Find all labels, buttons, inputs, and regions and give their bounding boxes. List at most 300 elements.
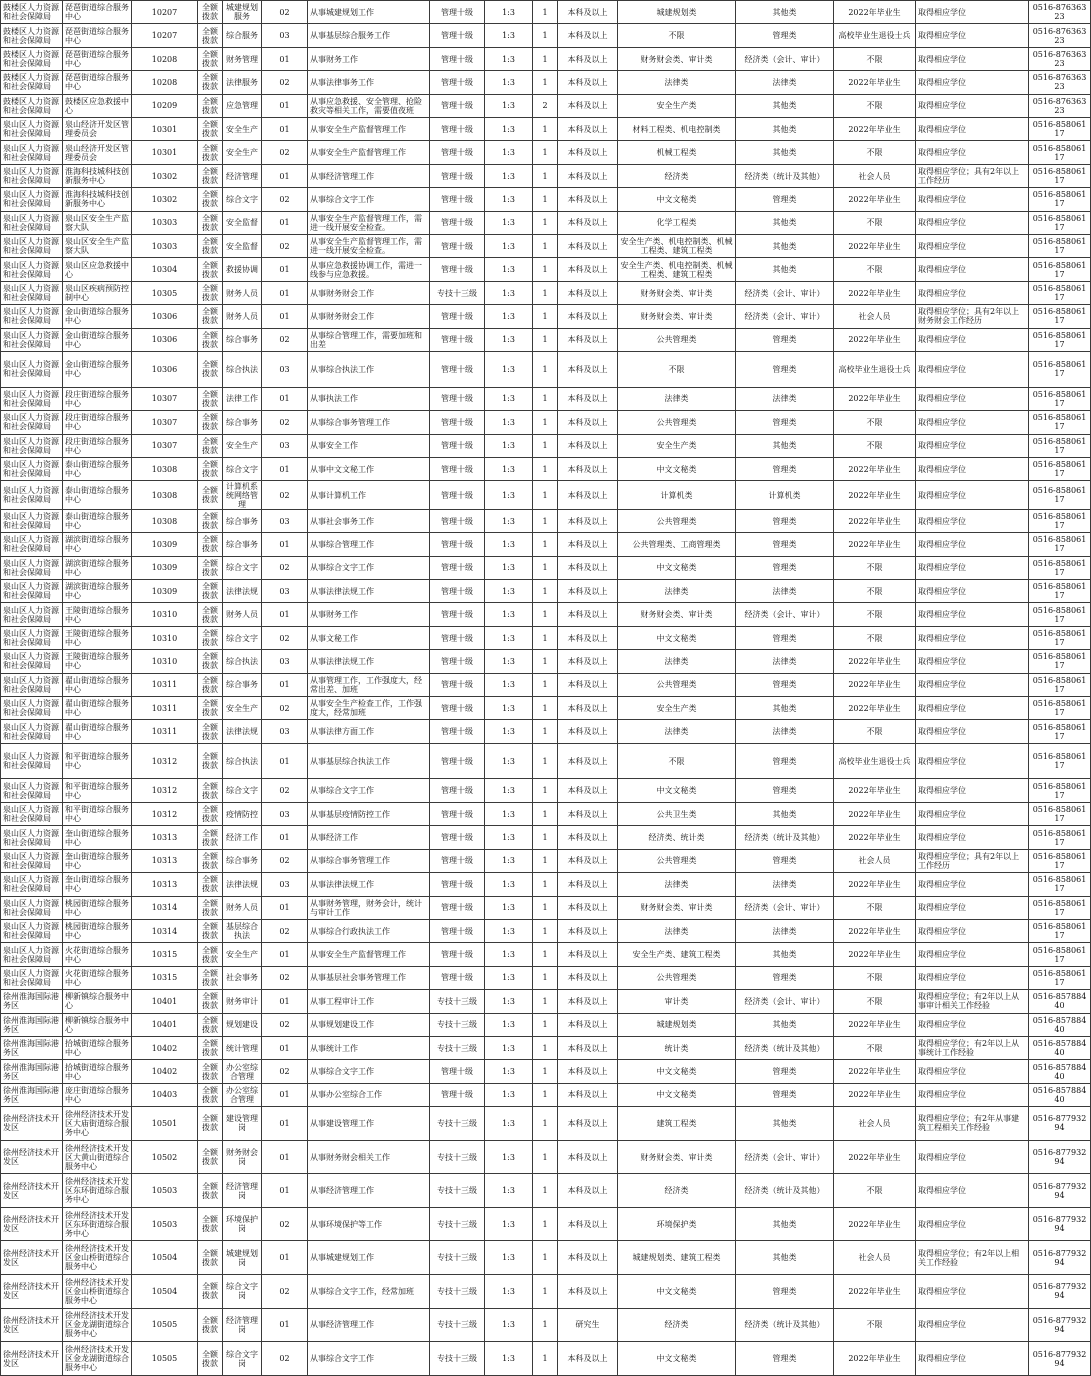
table-row bbox=[1, 673, 1091, 696]
cell-education: 本科及以上 bbox=[558, 603, 618, 626]
table-row bbox=[1, 943, 1091, 966]
cell-post-no: 01 bbox=[262, 1107, 308, 1141]
cell-exam-type: 其他类 bbox=[736, 1207, 834, 1241]
cell-major: 材料工程类、机电控制类 bbox=[618, 118, 736, 141]
cell-other-req: 取得相应学位 bbox=[916, 966, 1029, 989]
cell-dept: 泉山区人力资源和社会保障局 bbox=[1, 779, 63, 802]
cell-post-no: 01 bbox=[262, 1083, 308, 1106]
table-row bbox=[1, 779, 1091, 802]
cell-post-no: 02 bbox=[262, 1207, 308, 1241]
cell-dept: 泉山区人力资源和社会保障局 bbox=[1, 743, 63, 779]
cell-duty: 从事基层综合服务工作 bbox=[308, 24, 430, 47]
table-row bbox=[1, 1083, 1091, 1106]
cell-post: 综合文字岗 bbox=[223, 1275, 262, 1309]
cell-exam-type: 法律类 bbox=[736, 919, 834, 942]
cell-major: 中文文秘类 bbox=[618, 626, 736, 649]
cell-dept: 泉山区人力资源和社会保障局 bbox=[1, 919, 63, 942]
cell-code: 10314 bbox=[132, 896, 198, 919]
cell-count: 1 bbox=[533, 509, 558, 532]
cell-unit: 泉山经济开发区管理委员会 bbox=[63, 118, 132, 141]
cell-exam-type: 其他类 bbox=[736, 235, 834, 258]
cell-post: 安全生产 bbox=[223, 141, 262, 164]
table-row bbox=[1, 1174, 1091, 1208]
cell-major: 中文文秘类 bbox=[618, 556, 736, 579]
cell-other-req: 取得相应学位 bbox=[916, 481, 1029, 509]
cell-count: 1 bbox=[533, 919, 558, 942]
table-row bbox=[1, 94, 1091, 117]
cell-major: 财务财会类、审计类 bbox=[618, 896, 736, 919]
cell-target: 2022年毕业生 bbox=[834, 650, 916, 673]
cell-education: 本科及以上 bbox=[558, 164, 618, 187]
cell-exam-type: 其他类 bbox=[736, 118, 834, 141]
cell-phone: 0516-87793294 bbox=[1029, 1308, 1091, 1342]
cell-post-no: 02 bbox=[262, 141, 308, 164]
cell-post: 法律法规 bbox=[223, 720, 262, 743]
cell-post-no: 01 bbox=[262, 990, 308, 1013]
cell-count: 1 bbox=[533, 1275, 558, 1309]
cell-count: 1 bbox=[533, 1, 558, 24]
cell-post: 环境保护岗 bbox=[223, 1207, 262, 1241]
cell-major: 城建规划类 bbox=[618, 1013, 736, 1036]
cell-ratio: 1:3 bbox=[485, 211, 533, 234]
cell-code: 10505 bbox=[132, 1308, 198, 1342]
cell-ratio: 1:3 bbox=[485, 509, 533, 532]
cell-other-req: 取得相应学位 bbox=[916, 1342, 1029, 1376]
cell-unit: 翟山街道综合服务中心 bbox=[63, 673, 132, 696]
cell-phone: 0516-85806117 bbox=[1029, 966, 1091, 989]
cell-level: 管理十级 bbox=[430, 580, 485, 603]
cell-target: 不限 bbox=[834, 1036, 916, 1059]
table-row bbox=[1, 1060, 1091, 1083]
cell-major: 法律类 bbox=[618, 919, 736, 942]
cell-target: 2022年毕业生 bbox=[834, 943, 916, 966]
cell-code: 10307 bbox=[132, 434, 198, 457]
cell-major: 法律类 bbox=[618, 71, 736, 94]
cell-level: 管理十级 bbox=[430, 211, 485, 234]
cell-dept: 徐州经济技术开发区 bbox=[1, 1342, 63, 1376]
cell-funding: 全额拨款 bbox=[198, 352, 223, 388]
cell-post-no: 01 bbox=[262, 1241, 308, 1275]
cell-funding: 全额拨款 bbox=[198, 720, 223, 743]
cell-post-no: 01 bbox=[262, 211, 308, 234]
cell-post-no: 01 bbox=[262, 94, 308, 117]
cell-major: 中文文秘类 bbox=[618, 1342, 736, 1376]
cell-post: 财务财会岗 bbox=[223, 1140, 262, 1174]
cell-exam-type: 其他类 bbox=[736, 943, 834, 966]
cell-major: 法律类 bbox=[618, 873, 736, 896]
cell-major: 法律类 bbox=[618, 387, 736, 410]
cell-education: 本科及以上 bbox=[558, 697, 618, 720]
cell-dept: 徐州经济技术开发区 bbox=[1, 1140, 63, 1174]
cell-target: 高校毕业生退役士兵 bbox=[834, 352, 916, 388]
cell-ratio: 1:3 bbox=[485, 47, 533, 70]
cell-dept: 泉山区人力资源和社会保障局 bbox=[1, 509, 63, 532]
cell-exam-type: 经济类（会计、审计） bbox=[736, 47, 834, 70]
cell-other-req: 取得相应学位 bbox=[916, 457, 1029, 480]
cell-ratio: 1:3 bbox=[485, 1207, 533, 1241]
cell-level: 管理十级 bbox=[430, 697, 485, 720]
cell-level: 管理十级 bbox=[430, 305, 485, 328]
cell-target: 2022年毕业生 bbox=[834, 328, 916, 351]
cell-exam-type: 经济类（会计、审计） bbox=[736, 990, 834, 1013]
cell-other-req: 取得相应学位 bbox=[916, 697, 1029, 720]
cell-count: 1 bbox=[533, 896, 558, 919]
cell-phone: 0516-85806117 bbox=[1029, 387, 1091, 410]
cell-level: 管理十级 bbox=[430, 802, 485, 825]
cell-post-no: 03 bbox=[262, 650, 308, 673]
cell-funding: 全额拨款 bbox=[198, 1083, 223, 1106]
cell-phone: 0516-85806117 bbox=[1029, 826, 1091, 849]
cell-dept: 泉山区人力资源和社会保障局 bbox=[1, 305, 63, 328]
cell-other-req: 取得相应学位 bbox=[916, 47, 1029, 70]
cell-phone: 0516-85806117 bbox=[1029, 118, 1091, 141]
cell-dept: 泉山区人力资源和社会保障局 bbox=[1, 328, 63, 351]
cell-dept: 鼓楼区人力资源和社会保障局 bbox=[1, 94, 63, 117]
cell-dept: 泉山区人力资源和社会保障局 bbox=[1, 235, 63, 258]
cell-post-no: 01 bbox=[262, 1036, 308, 1059]
cell-count: 1 bbox=[533, 281, 558, 304]
cell-count: 1 bbox=[533, 328, 558, 351]
cell-post: 综合服务 bbox=[223, 24, 262, 47]
cell-code: 10303 bbox=[132, 235, 198, 258]
cell-post: 综合事务 bbox=[223, 533, 262, 556]
cell-funding: 全额拨款 bbox=[198, 1275, 223, 1309]
cell-code: 10313 bbox=[132, 873, 198, 896]
cell-target: 不限 bbox=[834, 603, 916, 626]
cell-dept: 泉山区人力资源和社会保障局 bbox=[1, 533, 63, 556]
cell-dept: 徐州淮海国际港务区 bbox=[1, 1083, 63, 1106]
cell-ratio: 1:3 bbox=[485, 24, 533, 47]
cell-count: 1 bbox=[533, 47, 558, 70]
cell-duty: 从事文秘工作 bbox=[308, 626, 430, 649]
cell-other-req: 取得相应学位 bbox=[916, 387, 1029, 410]
cell-count: 1 bbox=[533, 826, 558, 849]
cell-level: 管理十级 bbox=[430, 71, 485, 94]
cell-ratio: 1:3 bbox=[485, 896, 533, 919]
cell-exam-type: 其他类 bbox=[736, 697, 834, 720]
cell-count: 1 bbox=[533, 580, 558, 603]
cell-count: 1 bbox=[533, 24, 558, 47]
cell-post-no: 02 bbox=[262, 235, 308, 258]
cell-other-req: 取得相应学位 bbox=[916, 352, 1029, 388]
cell-major: 审计类 bbox=[618, 990, 736, 1013]
cell-target: 不限 bbox=[834, 1308, 916, 1342]
cell-funding: 全额拨款 bbox=[198, 94, 223, 117]
cell-target: 2022年毕业生 bbox=[834, 697, 916, 720]
cell-count: 1 bbox=[533, 352, 558, 388]
cell-duty: 从事城建规划工作 bbox=[308, 1241, 430, 1275]
cell-major: 不限 bbox=[618, 352, 736, 388]
cell-count: 1 bbox=[533, 305, 558, 328]
cell-exam-type: 其他类 bbox=[736, 94, 834, 117]
table-row bbox=[1, 533, 1091, 556]
cell-level: 专技十三级 bbox=[430, 1174, 485, 1208]
cell-duty: 从事安全生产检查工作，工作强度大，经常加班 bbox=[308, 697, 430, 720]
cell-major: 经济类、统计类 bbox=[618, 826, 736, 849]
cell-target: 不限 bbox=[834, 1174, 916, 1208]
cell-major: 法律类 bbox=[618, 580, 736, 603]
cell-education: 本科及以上 bbox=[558, 434, 618, 457]
cell-post: 办公室综合管理 bbox=[223, 1060, 262, 1083]
cell-other-req: 取得相应学位 bbox=[916, 24, 1029, 47]
cell-level: 专技十三级 bbox=[430, 281, 485, 304]
cell-target: 不限 bbox=[834, 411, 916, 434]
cell-major: 公共管理类 bbox=[618, 328, 736, 351]
cell-ratio: 1:3 bbox=[485, 281, 533, 304]
cell-post: 统计管理 bbox=[223, 1036, 262, 1059]
cell-post-no: 01 bbox=[262, 258, 308, 281]
cell-dept: 泉山区人力资源和社会保障局 bbox=[1, 188, 63, 211]
cell-dept: 泉山区人力资源和社会保障局 bbox=[1, 849, 63, 872]
cell-exam-type: 法律类 bbox=[736, 873, 834, 896]
cell-level: 管理十级 bbox=[430, 1083, 485, 1106]
cell-target: 不限 bbox=[834, 141, 916, 164]
cell-post-no: 02 bbox=[262, 1275, 308, 1309]
cell-target: 2022年毕业生 bbox=[834, 779, 916, 802]
cell-other-req: 取得相应学位 bbox=[916, 235, 1029, 258]
cell-code: 10309 bbox=[132, 533, 198, 556]
cell-other-req: 取得相应学位；具有2年以上工作经历 bbox=[916, 164, 1029, 187]
cell-ratio: 1:3 bbox=[485, 328, 533, 351]
cell-phone: 0516-85806117 bbox=[1029, 328, 1091, 351]
cell-post: 安全监督 bbox=[223, 211, 262, 234]
cell-level: 专技十三级 bbox=[430, 1308, 485, 1342]
cell-exam-type: 管理类 bbox=[736, 533, 834, 556]
cell-post: 综合文字 bbox=[223, 188, 262, 211]
cell-count: 1 bbox=[533, 966, 558, 989]
cell-post: 疫情防控 bbox=[223, 802, 262, 825]
cell-exam-type: 管理类 bbox=[736, 1275, 834, 1309]
cell-funding: 全额拨款 bbox=[198, 673, 223, 696]
cell-target: 2022年毕业生 bbox=[834, 188, 916, 211]
cell-ratio: 1:3 bbox=[485, 603, 533, 626]
cell-exam-type: 法律类 bbox=[736, 650, 834, 673]
cell-unit: 徐州经济技术开发区金山桥街道综合服务中心 bbox=[63, 1241, 132, 1275]
cell-level: 专技十三级 bbox=[430, 1140, 485, 1174]
cell-duty: 从事法律法规工作 bbox=[308, 580, 430, 603]
cell-phone: 0516-87793294 bbox=[1029, 1140, 1091, 1174]
cell-dept: 泉山区人力资源和社会保障局 bbox=[1, 580, 63, 603]
cell-post-no: 01 bbox=[262, 533, 308, 556]
cell-education: 本科及以上 bbox=[558, 650, 618, 673]
cell-level: 管理十级 bbox=[430, 328, 485, 351]
cell-unit: 段庄街道综合服务中心 bbox=[63, 411, 132, 434]
cell-dept: 鼓楼区人力资源和社会保障局 bbox=[1, 47, 63, 70]
cell-duty: 从事城建规划工作 bbox=[308, 1, 430, 24]
table-row bbox=[1, 802, 1091, 825]
cell-ratio: 1:3 bbox=[485, 1013, 533, 1036]
cell-level: 管理十级 bbox=[430, 626, 485, 649]
cell-post: 安全生产 bbox=[223, 118, 262, 141]
cell-code: 10301 bbox=[132, 118, 198, 141]
cell-dept: 泉山区人力资源和社会保障局 bbox=[1, 673, 63, 696]
cell-funding: 全额拨款 bbox=[198, 1308, 223, 1342]
cell-dept: 泉山区人力资源和社会保障局 bbox=[1, 281, 63, 304]
cell-dept: 徐州淮海国际港务区 bbox=[1, 1013, 63, 1036]
cell-post-no: 02 bbox=[262, 779, 308, 802]
cell-education: 本科及以上 bbox=[558, 71, 618, 94]
cell-unit: 泰山街道综合服务中心 bbox=[63, 481, 132, 509]
cell-education: 本科及以上 bbox=[558, 281, 618, 304]
cell-phone: 0516-85806117 bbox=[1029, 556, 1091, 579]
cell-phone: 0516-85806117 bbox=[1029, 802, 1091, 825]
cell-unit: 和平街道综合服务中心 bbox=[63, 802, 132, 825]
table-row bbox=[1, 826, 1091, 849]
cell-other-req: 取得相应学位 bbox=[916, 720, 1029, 743]
cell-funding: 全额拨款 bbox=[198, 1342, 223, 1376]
cell-duty: 从事综合事务管理工作 bbox=[308, 411, 430, 434]
cell-major: 公共管理类 bbox=[618, 509, 736, 532]
cell-unit: 和平街道综合服务中心 bbox=[63, 779, 132, 802]
table-row bbox=[1, 1013, 1091, 1036]
cell-dept: 徐州经济技术开发区 bbox=[1, 1241, 63, 1275]
cell-phone: 0516-85806117 bbox=[1029, 509, 1091, 532]
cell-ratio: 1:3 bbox=[485, 826, 533, 849]
cell-duty: 从事综合文字工作 bbox=[308, 1342, 430, 1376]
cell-post-no: 01 bbox=[262, 47, 308, 70]
cell-other-req: 取得相应学位 bbox=[916, 211, 1029, 234]
cell-ratio: 1:3 bbox=[485, 352, 533, 388]
cell-post: 安全生产 bbox=[223, 434, 262, 457]
cell-other-req: 取得相应学位 bbox=[916, 673, 1029, 696]
cell-dept: 泉山区人力资源和社会保障局 bbox=[1, 118, 63, 141]
cell-major: 统计类 bbox=[618, 1036, 736, 1059]
table-row bbox=[1, 720, 1091, 743]
cell-ratio: 1:3 bbox=[485, 673, 533, 696]
cell-post: 经济管理 bbox=[223, 164, 262, 187]
cell-count: 1 bbox=[533, 387, 558, 410]
cell-unit: 泉山区安全生产监察大队 bbox=[63, 235, 132, 258]
cell-unit: 段庄街道综合服务中心 bbox=[63, 434, 132, 457]
cell-code: 10209 bbox=[132, 94, 198, 117]
cell-code: 10315 bbox=[132, 943, 198, 966]
cell-unit: 徐州经济技术开发区大庙街道综合服务中心 bbox=[63, 1107, 132, 1141]
cell-post: 规划建设 bbox=[223, 1013, 262, 1036]
cell-ratio: 1:3 bbox=[485, 1174, 533, 1208]
cell-code: 10311 bbox=[132, 673, 198, 696]
cell-education: 本科及以上 bbox=[558, 626, 618, 649]
cell-other-req: 取得相应学位 bbox=[916, 873, 1029, 896]
cell-target: 不限 bbox=[834, 720, 916, 743]
cell-post: 救援协调 bbox=[223, 258, 262, 281]
cell-target: 2022年毕业生 bbox=[834, 1, 916, 24]
cell-education: 本科及以上 bbox=[558, 1342, 618, 1376]
cell-duty: 从事统计工作 bbox=[308, 1036, 430, 1059]
table-row bbox=[1, 919, 1091, 942]
table-row bbox=[1, 1, 1091, 24]
cell-unit: 王陵街道综合服务中心 bbox=[63, 650, 132, 673]
cell-dept: 泉山区人力资源和社会保障局 bbox=[1, 352, 63, 388]
cell-unit: 火花街道综合服务中心 bbox=[63, 943, 132, 966]
cell-count: 1 bbox=[533, 481, 558, 509]
cell-post-no: 01 bbox=[262, 387, 308, 410]
cell-post: 法律法规 bbox=[223, 580, 262, 603]
cell-target: 高校毕业生退役士兵 bbox=[834, 743, 916, 779]
cell-phone: 0516-85806117 bbox=[1029, 457, 1091, 480]
cell-phone: 0516-85806117 bbox=[1029, 943, 1091, 966]
cell-unit: 奎山街道综合服务中心 bbox=[63, 873, 132, 896]
cell-post-no: 02 bbox=[262, 1, 308, 24]
cell-ratio: 1:3 bbox=[485, 387, 533, 410]
cell-post: 基层综合执法 bbox=[223, 919, 262, 942]
cell-education: 本科及以上 bbox=[558, 235, 618, 258]
cell-education: 本科及以上 bbox=[558, 720, 618, 743]
cell-dept: 徐州经济技术开发区 bbox=[1, 1207, 63, 1241]
cell-major: 公共管理类 bbox=[618, 411, 736, 434]
cell-ratio: 1:3 bbox=[485, 779, 533, 802]
cell-exam-type: 管理类 bbox=[736, 673, 834, 696]
cell-count: 1 bbox=[533, 873, 558, 896]
cell-level: 管理十级 bbox=[430, 966, 485, 989]
table-row bbox=[1, 235, 1091, 258]
table-row bbox=[1, 328, 1091, 351]
cell-target: 2022年毕业生 bbox=[834, 1140, 916, 1174]
cell-code: 10302 bbox=[132, 188, 198, 211]
cell-level: 管理十级 bbox=[430, 650, 485, 673]
cell-funding: 全额拨款 bbox=[198, 779, 223, 802]
cell-dept: 鼓楼区人力资源和社会保障局 bbox=[1, 71, 63, 94]
cell-post-no: 02 bbox=[262, 966, 308, 989]
cell-exam-type: 经济类（会计、审计） bbox=[736, 896, 834, 919]
cell-exam-type: 法律类 bbox=[736, 387, 834, 410]
cell-exam-type: 经济类（统计及其他） bbox=[736, 164, 834, 187]
cell-phone: 0516-85806117 bbox=[1029, 650, 1091, 673]
cell-count: 1 bbox=[533, 626, 558, 649]
cell-major: 财务财会类、审计类 bbox=[618, 1140, 736, 1174]
cell-unit: 泉山区安全生产监察大队 bbox=[63, 211, 132, 234]
cell-code: 10307 bbox=[132, 387, 198, 410]
cell-post: 综合事务 bbox=[223, 328, 262, 351]
cell-phone: 0516-85806117 bbox=[1029, 434, 1091, 457]
cell-level: 专技十三级 bbox=[430, 1107, 485, 1141]
cell-education: 本科及以上 bbox=[558, 896, 618, 919]
cell-post-no: 02 bbox=[262, 919, 308, 942]
cell-education: 本科及以上 bbox=[558, 802, 618, 825]
cell-dept: 徐州淮海国际港务区 bbox=[1, 1036, 63, 1059]
cell-major: 公共管理类 bbox=[618, 966, 736, 989]
cell-post: 财务人员 bbox=[223, 281, 262, 304]
cell-major: 中文文秘类 bbox=[618, 1060, 736, 1083]
cell-code: 10505 bbox=[132, 1342, 198, 1376]
cell-level: 专技十三级 bbox=[430, 1036, 485, 1059]
cell-code: 10307 bbox=[132, 411, 198, 434]
cell-post: 法律工作 bbox=[223, 387, 262, 410]
cell-post: 财务人员 bbox=[223, 305, 262, 328]
cell-level: 管理十级 bbox=[430, 743, 485, 779]
cell-funding: 全额拨款 bbox=[198, 457, 223, 480]
cell-post: 计算机系统网络管理 bbox=[223, 481, 262, 509]
table-row bbox=[1, 697, 1091, 720]
cell-count: 1 bbox=[533, 673, 558, 696]
cell-funding: 全额拨款 bbox=[198, 509, 223, 532]
cell-other-req: 取得相应学位 bbox=[916, 434, 1029, 457]
cell-level: 管理十级 bbox=[430, 141, 485, 164]
cell-phone: 0516-85788440 bbox=[1029, 1083, 1091, 1106]
cell-unit: 奎山街道综合服务中心 bbox=[63, 826, 132, 849]
cell-ratio: 1:3 bbox=[485, 164, 533, 187]
cell-phone: 0516-85806117 bbox=[1029, 743, 1091, 779]
table-row bbox=[1, 258, 1091, 281]
cell-education: 本科及以上 bbox=[558, 779, 618, 802]
cell-other-req: 取得相应学位；有2年以上相关工作经验 bbox=[916, 1241, 1029, 1275]
cell-post-no: 02 bbox=[262, 1342, 308, 1376]
cell-code: 10208 bbox=[132, 71, 198, 94]
cell-ratio: 1:3 bbox=[485, 1140, 533, 1174]
cell-unit: 淮海科技城科技创新服务中心 bbox=[63, 188, 132, 211]
cell-post-no: 02 bbox=[262, 71, 308, 94]
cell-duty: 从事应急救援、安全管理、抢险救灾等相关工作，需要值夜班 bbox=[308, 94, 430, 117]
cell-post-no: 03 bbox=[262, 24, 308, 47]
